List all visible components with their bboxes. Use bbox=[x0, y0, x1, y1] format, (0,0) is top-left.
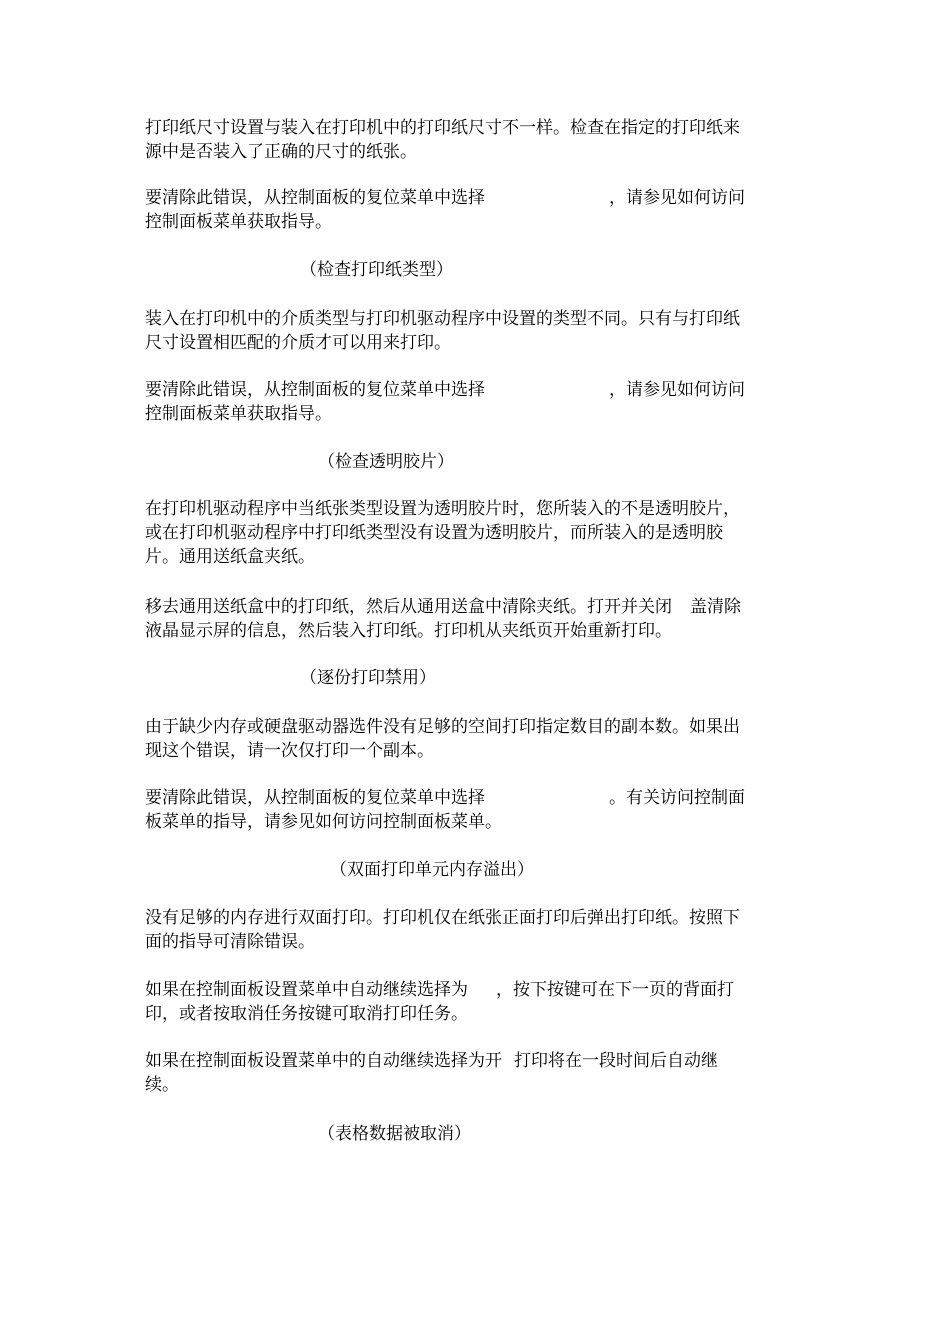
paragraph-media-type-mismatch bbox=[145, 307, 810, 355]
text-segment: 。有关访问控制面 bbox=[609, 788, 745, 808]
text-line: 印，或者按取消任务按键可取消打印任务。 bbox=[145, 1004, 468, 1024]
text-segment: 打印将在一段时间后自动继 bbox=[514, 1051, 718, 1071]
text-segment: 盖清除 bbox=[690, 597, 741, 617]
text-line: 液晶显示屏的信息，然后装入打印纸。打印机从夹纸页开始重新打印。 bbox=[145, 621, 672, 641]
text-segment: 要清除此错误，从控制面板的复位菜单中选择 bbox=[145, 188, 485, 208]
paragraph-clear-error-3 bbox=[145, 786, 810, 834]
text-line: 装入在打印机中的介质类型与打印机驱动程序中设置的类型不同。只有与打印纸 bbox=[145, 309, 740, 329]
text-line: 片。通用送纸盒夹纸。 bbox=[145, 547, 315, 567]
text-segment: 如果在控制面板设置菜单中的自动继续选择为开 bbox=[145, 1051, 502, 1071]
heading-check-transparency: （检查透明胶片） bbox=[318, 452, 454, 472]
text-segment: 要清除此错误，从控制面板的复位菜单中选择 bbox=[145, 788, 485, 808]
heading-duplex-memory-overflow: （双面打印单元内存溢出） bbox=[330, 860, 534, 880]
text-line: 现这个错误，请一次仅打印一个副本。 bbox=[145, 741, 434, 761]
paragraph-transparency-mismatch bbox=[145, 497, 810, 569]
text-line: 没有足够的内存进行双面打印。打印机仅在纸张正面打印后弹出打印纸。按照下 bbox=[145, 908, 740, 928]
text-line: 或在打印机驱动程序中打印纸类型没有设置为透明胶片，而所装入的是透明胶 bbox=[145, 523, 723, 543]
paragraph-clear-error-1 bbox=[145, 186, 810, 234]
text-line: 续。 bbox=[145, 1075, 179, 1095]
text-segment: 移去通用送纸盒中的打印纸，然后从通用送盒中清除夹纸。打开并关闭 bbox=[145, 597, 672, 617]
heading-form-data-cancelled: （表格数据被取消） bbox=[318, 1124, 471, 1144]
text-line: 控制面板菜单获取指导。 bbox=[145, 212, 332, 232]
text-line: 面的指导可清除错误。 bbox=[145, 932, 315, 952]
paragraph-remove-jam bbox=[145, 595, 810, 643]
paragraph-paper-size-mismatch bbox=[145, 116, 810, 164]
text-line: 板菜单的指导，请参见如何访问控制面板菜单。 bbox=[145, 812, 502, 832]
text-line: 打印纸尺寸设置与装入在打印机中的打印纸尺寸不一样。检查在指定的打印纸来 bbox=[145, 118, 740, 138]
text-segment: ，请参见如何访问 bbox=[609, 188, 745, 208]
paragraph-insufficient-memory bbox=[145, 715, 810, 763]
heading-collate-disabled: （逐份打印禁用） bbox=[300, 668, 436, 688]
text-line: 源中是否装入了正确的尺寸的纸张。 bbox=[145, 142, 417, 162]
text-line: 控制面板菜单获取指导。 bbox=[145, 404, 332, 424]
text-line: 在打印机驱动程序中当纸张类型设置为透明胶片时，您所装入的不是透明胶片， bbox=[145, 499, 740, 519]
paragraph-auto-continue-on bbox=[145, 1049, 810, 1097]
text-line: 尺寸设置相匹配的介质才可以用来打印。 bbox=[145, 333, 451, 353]
text-segment: 如果在控制面板设置菜单中自动继续选择为 bbox=[145, 980, 468, 1000]
paragraph-duplex-memory bbox=[145, 906, 810, 954]
text-line: 由于缺少内存或硬盘驱动器选件没有足够的空间打印指定数目的副本数。如果出 bbox=[145, 717, 740, 737]
text-segment: ，请参见如何访问 bbox=[609, 380, 745, 400]
heading-check-paper-type: （检查打印纸类型） bbox=[300, 260, 453, 280]
text-segment: ，按下按键可在下一页的背面打 bbox=[496, 980, 734, 1000]
text-segment: 要清除此错误，从控制面板的复位菜单中选择 bbox=[145, 380, 485, 400]
paragraph-clear-error-2 bbox=[145, 378, 810, 426]
paragraph-auto-continue-off bbox=[145, 978, 810, 1026]
